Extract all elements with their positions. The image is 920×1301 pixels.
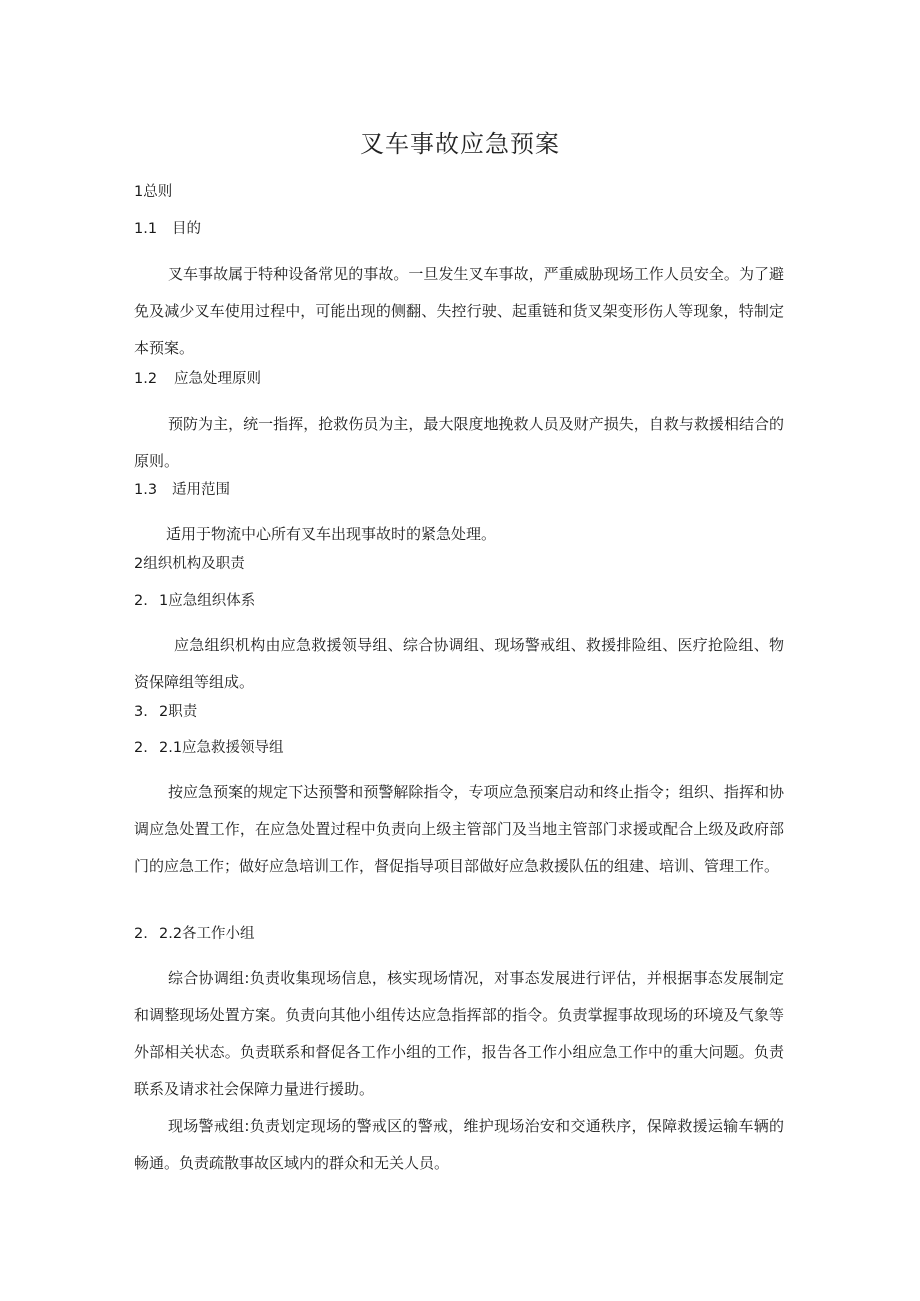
section-2-2-heading bbox=[134, 702, 784, 722]
section-number: 3. bbox=[134, 704, 148, 720]
section-1-3-heading bbox=[134, 480, 784, 500]
paragraph-principles: 预防为主，统一指挥，抢救伤员为主，最大限度地挽救人员及财产损失，自救与救援相结合的原则。 bbox=[134, 415, 784, 470]
section-title: 目的 bbox=[172, 221, 201, 237]
section-1-2-heading bbox=[134, 369, 784, 389]
section-1-1-heading bbox=[134, 219, 784, 239]
paragraph-leadership-group: 按应急预案的规定下达预警和预警解除指令，专项应急预案启动和终止指令；组织、指挥和协调应急处置工作，在应急处置过程中负责向上级主管部门及当地主管部门求援或配合上级及政府部门的应急工作；做好应急培训工作，督促指导项目部做好应急救援队伍的组建、培训、管理工作。 bbox=[134, 783, 784, 875]
section-title: 2职责 bbox=[159, 704, 198, 720]
section-2-1-heading bbox=[134, 591, 784, 611]
section-2-2-2-heading bbox=[134, 924, 784, 944]
section-title: 2.2各工作小组 bbox=[159, 926, 255, 942]
document-title: 叉车事故应急预案 bbox=[360, 130, 560, 158]
paragraph-organization: 应急组织机构由应急救援领导组、综合协调组、现场警戒组、救援排险组、医疗抢险组、物资保障组等组成。 bbox=[134, 636, 784, 691]
section-2-2-1-heading bbox=[134, 738, 784, 758]
section-1-heading: 1总则 bbox=[134, 184, 173, 200]
section-title: 应急处理原则 bbox=[174, 371, 261, 387]
paragraph-purpose: 叉车事故属于特种设备常见的事故。一旦发生叉车事故，严重威胁现场工作人员安全。为了避免及减少叉车使用过程中，可能出现的侧翻、失控行驶、起重链和货叉架变形伤人等现象，特制定本预案。 bbox=[134, 265, 784, 357]
paragraph-scope: 适用于物流中心所有叉车出现事故时的紧急处理。 bbox=[166, 525, 497, 543]
section-number: 2. bbox=[134, 740, 148, 756]
section-title: 2.1应急救援领导组 bbox=[159, 740, 284, 756]
section-2-heading: 2组织机构及职责 bbox=[134, 556, 245, 572]
section-number: 2. bbox=[134, 593, 148, 609]
section-number: 1.2 bbox=[134, 371, 158, 387]
section-number: 1.3 bbox=[134, 482, 158, 498]
section-title: 适用范围 bbox=[172, 482, 230, 498]
section-title: 1应急组织体系 bbox=[159, 593, 256, 609]
paragraph-security-group: 现场警戒组:负责划定现场的警戒区的警戒，维护现场治安和交通秩序，保障救援运输车辆的畅通。负责疏散事故区域内的群众和无关人员。 bbox=[134, 1117, 784, 1172]
section-number: 2. bbox=[134, 926, 148, 942]
section-number: 1.1 bbox=[134, 221, 158, 237]
paragraph-coordination-group: 综合协调组:负责收集现场信息，核实现场情况，对事态发展进行评估，并根据事态发展制定和调整现场处置方案。负责向其他小组传达应急指挥部的指令。负责掌握事故现场的环境及气象等外部相关状态。负责联系和督促各工作小组的工作，报告各工作小组应急工作中的重大问题。负责联系及请求社会保障力量进行援助。 bbox=[134, 969, 784, 1098]
